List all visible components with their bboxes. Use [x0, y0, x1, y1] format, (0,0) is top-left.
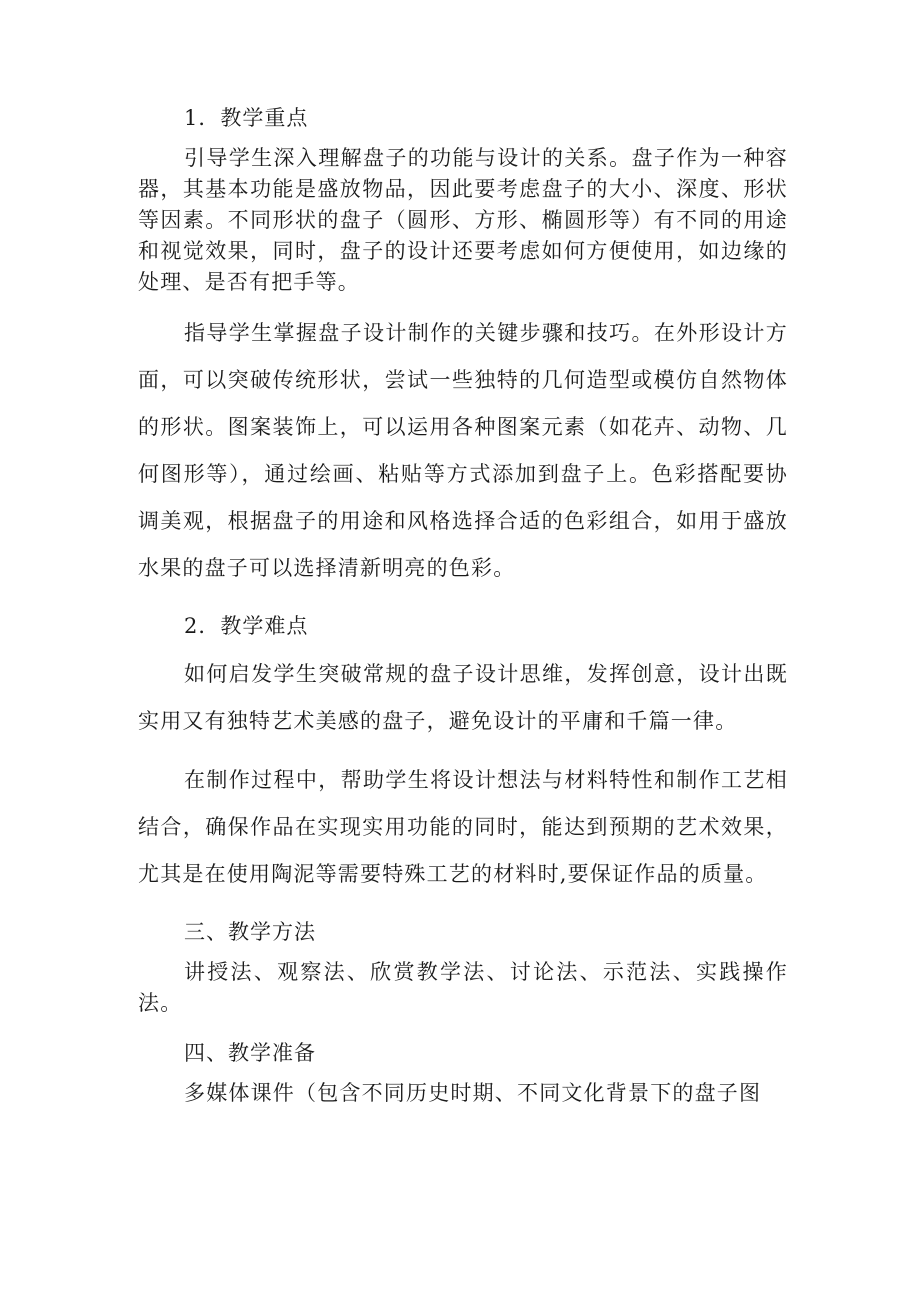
section-heading-teaching-difficulty: 2．教学难点	[184, 614, 309, 638]
paragraph-multimedia-courseware: 多媒体课件（包含不同历史时期、不同文化背景下的盘子图	[184, 1081, 762, 1105]
section-heading-teaching-preparation: 四、教学准备	[184, 1041, 316, 1065]
document-page	[138, 96, 788, 1121]
paragraph-design-steps: 指导学生掌握盘子设计制作的关键步骤和技巧。在外形设计方面，可以突破传统形状，尝试一些独特的几何造型或模仿自然物体的形状。图案装饰上，可以运用各种图案元素（如花卉、动物、几何图形等），通过绘画、粘贴等方式添加到盘子上。色彩搭配要协调美观，根据盘子的用途和风格选择合适的色彩组合，如用于盛放水果的盘子可以选择清新明亮的色彩。	[138, 321, 788, 580]
paragraph-methods-list: 讲授法、观察法、欣赏教学法、讨论法、示范法、实践操作法。	[138, 960, 788, 1015]
section-heading-teaching-methods: 三、教学方法	[184, 920, 316, 944]
paragraph-function-design: 引导学生深入理解盘子的功能与设计的关系。盘子作为一种容器，其基本功能是盛放物品，因此要考虑盘子的大小、深度、形状等因素。不同形状的盘子（圆形、方形、椭圆形等）有不同的用途和视觉效果，同时，盘子的设计还要考虑如何方便使用，如边缘的处理、是否有把手等。	[138, 146, 788, 294]
paragraph-making-process: 在制作过程中，帮助学生将设计想法与材料特性和制作工艺相结合，确保作品在实现实用功能的同时，能达到预期的艺术效果，尤其是在使用陶泥等需要特殊工艺的材料时,要保证作品的质量。	[138, 768, 788, 886]
paragraph-creative-thinking: 如何启发学生突破常规的盘子设计思维，发挥创意，设计出既实用又有独特艺术美感的盘子，避免设计的平庸和千篇一律。	[138, 662, 788, 733]
section-heading-teaching-focus: 1．教学重点	[184, 106, 309, 130]
